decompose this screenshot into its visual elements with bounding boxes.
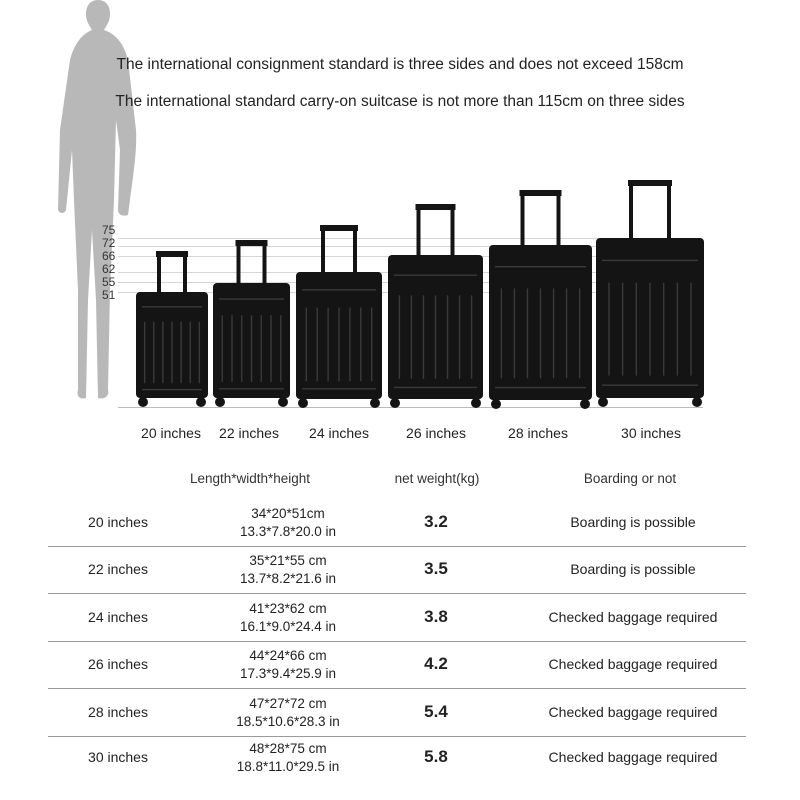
suitcase-wheel-icon (196, 397, 206, 407)
suitcase-handle-icon (631, 183, 669, 242)
table-row (48, 643, 746, 689)
row-boarding: Checked baggage required (548, 704, 718, 720)
suitcase-handle-grip (628, 180, 672, 186)
row-dimensions-in: 18.5*10.6*28.3 in (236, 714, 340, 729)
suitcase-wheel-icon (138, 397, 148, 407)
suitcase-handle-icon (323, 228, 355, 276)
row-dimensions-in: 16.1*9.0*24.4 in (239, 619, 337, 634)
consignment-standard-text: The international consignment standard is three sides and does not exceed 158cm (116, 56, 684, 73)
suitcase-label-20: 20 inches (141, 425, 201, 441)
row-dimensions (208, 600, 368, 636)
table-row (48, 736, 746, 784)
row-weight: 3.8 (424, 607, 448, 626)
row-boarding: Boarding is possible (570, 561, 696, 577)
suitcase-handle-grip (520, 190, 562, 196)
row-size: 20 inches (88, 514, 148, 530)
suitcase-handle-icon (159, 254, 185, 296)
suitcase-handle-icon (239, 243, 265, 287)
row-boarding: Checked baggage required (548, 656, 718, 672)
row-dimensions-in: 18.8*11.0*29.5 in (236, 759, 340, 774)
row-dimensions (208, 552, 368, 588)
row-dimensions (208, 647, 368, 683)
row-divider (48, 641, 746, 642)
row-dimensions (208, 740, 368, 776)
table-row (48, 691, 746, 737)
suitcase-handle-icon (419, 207, 453, 259)
carry-on-standard-text: The international standard carry-on suitcase is not more than 115cm on three sides (115, 93, 685, 110)
suitcase-wheel-icon (491, 399, 501, 409)
suitcase-wheel-icon (278, 397, 288, 407)
row-dimensions-cm: 44*24*66 cm (249, 648, 327, 663)
suitcase-wheel-icon (471, 398, 481, 408)
suitcase-wheel-icon (215, 397, 225, 407)
header-dimensions: Length*width*height (189, 471, 311, 486)
row-boarding: Checked baggage required (548, 609, 718, 625)
row-dimensions-in: 13.3*7.8*20.0 in (239, 524, 337, 539)
row-size: 28 inches (88, 704, 148, 720)
row-dimensions-in: 13.7*8.2*21.6 in (239, 571, 337, 586)
suitcase-wheel-icon (598, 397, 608, 407)
row-weight: 5.4 (424, 702, 448, 721)
suitcase-handle-grip (156, 251, 188, 257)
row-dimensions-in: 17.3*9.4*25.9 in (239, 666, 337, 681)
suitcase-label-26: 26 inches (406, 425, 466, 441)
suitcase-handle-grip (320, 225, 358, 231)
scale-label-55: 55 (102, 275, 116, 289)
row-dimensions-cm: 41*23*62 cm (249, 601, 327, 616)
suitcase-handle-icon (523, 193, 559, 249)
suitcase-handle-grip (236, 240, 268, 246)
table-row (48, 548, 746, 594)
scale-label-75: 75 (102, 223, 116, 237)
row-divider (48, 593, 746, 594)
row-weight: 4.2 (424, 654, 448, 673)
header-weight: net weight(kg) (394, 471, 480, 486)
row-size: 26 inches (88, 656, 148, 672)
row-dimensions (208, 505, 368, 541)
scale-label-72: 72 (102, 236, 116, 250)
suitcase-label-22: 22 inches (219, 425, 279, 441)
row-dimensions-cm: 34*20*51cm (251, 506, 325, 521)
row-divider (48, 688, 746, 689)
table-row (48, 596, 746, 642)
scale-label-62: 62 (102, 262, 116, 276)
row-weight: 3.5 (424, 559, 448, 578)
row-boarding: Boarding is possible (570, 514, 696, 530)
suitcase-wheel-icon (390, 398, 400, 408)
row-weight: 3.2 (424, 512, 448, 531)
suitcase-wheel-icon (298, 398, 308, 408)
row-weight: 5.8 (424, 747, 448, 766)
header-boarding: Boarding or not (583, 471, 677, 486)
suitcase-handle-grip (416, 204, 456, 210)
suitcase-label-30: 30 inches (621, 425, 681, 441)
row-dimensions-cm: 35*21*55 cm (249, 553, 327, 568)
row-size: 22 inches (88, 561, 148, 577)
suitcase-wheel-icon (692, 397, 702, 407)
row-divider (48, 546, 746, 547)
suitcase-wheel-icon (370, 398, 380, 408)
scale-label-66: 66 (102, 249, 116, 263)
row-boarding: Checked baggage required (548, 749, 718, 765)
scale-label-51: 51 (102, 288, 116, 302)
row-dimensions (208, 695, 368, 731)
suitcase-wheel-icon (580, 399, 590, 409)
table-row (48, 501, 746, 547)
row-dimensions-cm: 47*27*72 cm (249, 696, 327, 711)
suitcase-label-24: 24 inches (309, 425, 369, 441)
row-dimensions-cm: 48*28*75 cm (249, 741, 327, 756)
row-size: 30 inches (88, 749, 148, 765)
suitcase-label-28: 28 inches (508, 425, 568, 441)
row-size: 24 inches (88, 609, 148, 625)
